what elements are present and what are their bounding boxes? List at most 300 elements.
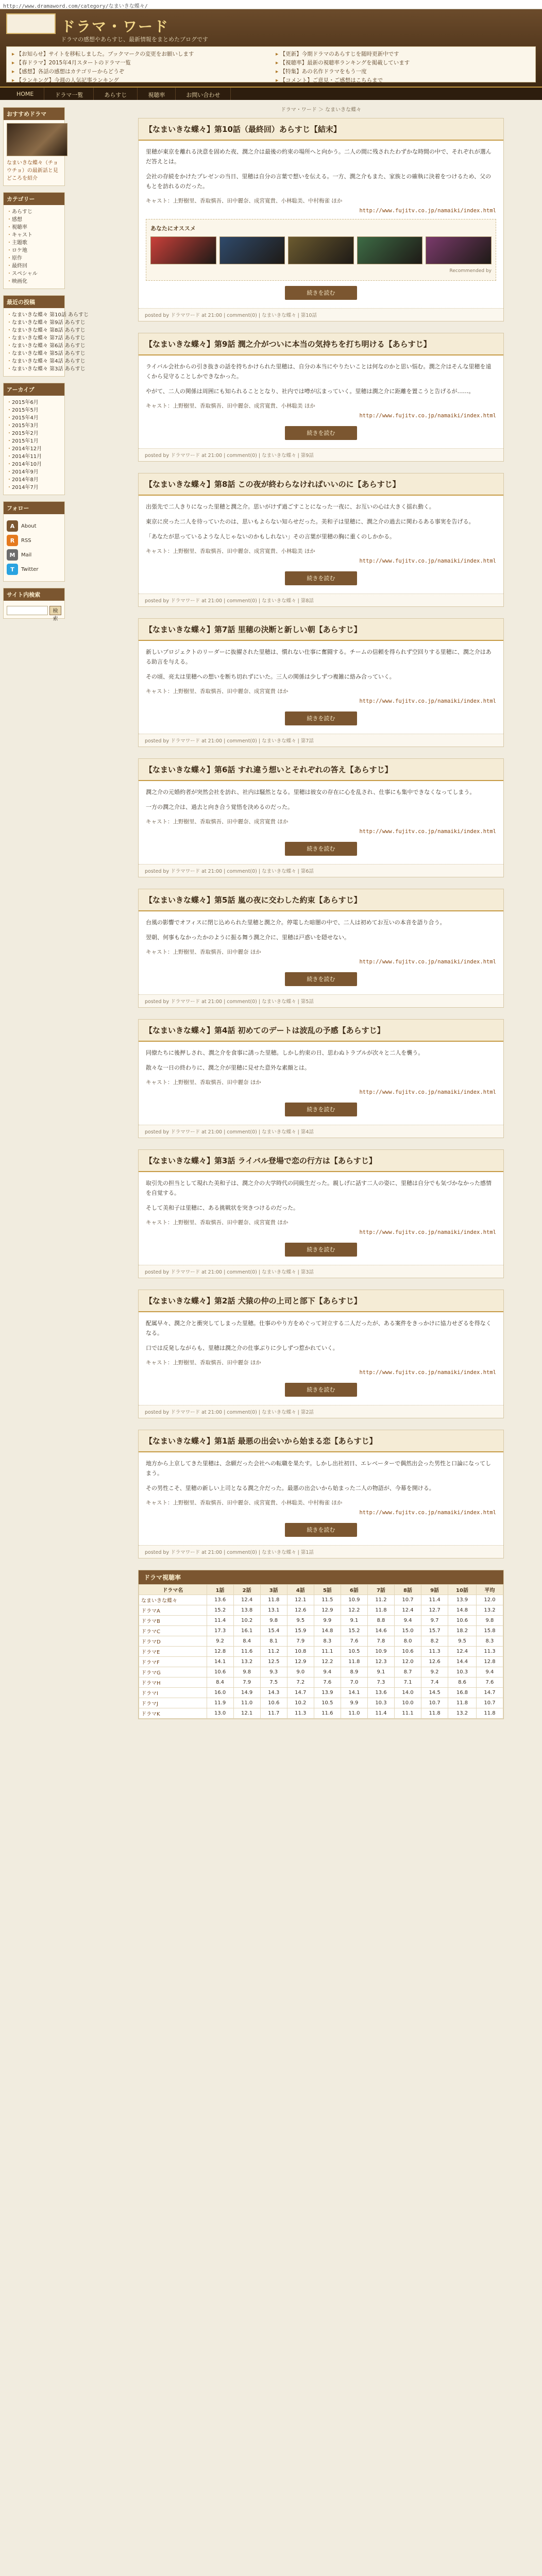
rating-value: 10.7 bbox=[421, 1698, 448, 1708]
read-more-button[interactable]: 続きを読む bbox=[285, 842, 357, 856]
rating-value: 11.8 bbox=[448, 1698, 477, 1708]
read-more-button[interactable]: 続きを読む bbox=[285, 711, 357, 725]
category-link[interactable]: ・ スペシャル bbox=[7, 270, 61, 278]
article-title[interactable]: 【なまいきな蝶々】第8話 この夜が終わらなければいいのに【あらすじ】 bbox=[139, 473, 503, 496]
rating-value: 11.1 bbox=[314, 1647, 341, 1657]
article bbox=[138, 889, 504, 1008]
feature-caption[interactable]: なまいきな蝶々（チョウチョ）の最新話と見どころを紹介 bbox=[7, 160, 58, 181]
follow-link[interactable] bbox=[7, 564, 61, 575]
recent-posts-box bbox=[3, 295, 89, 377]
site-title[interactable]: ドラマ・ワード bbox=[61, 18, 170, 35]
article-paragraph: 地方から上京してきた里穂は、念願だった会社への転職を果たす。しかし出社初日、エレベーターで偶然出会った男性と口論になってしまう。 bbox=[146, 1460, 492, 1477]
recent-post-link[interactable]: ・ なまいきな蝶々 第9話 あらすじ bbox=[7, 319, 61, 327]
rating-value: 16.0 bbox=[207, 1688, 233, 1698]
article-meta: posted by ドラマワード at 21:00 | comment(0) | なまいきな蝶々 | 第4話 bbox=[139, 1125, 503, 1138]
rating-value: 8.1 bbox=[260, 1636, 287, 1647]
recommend-thumbnail[interactable] bbox=[288, 236, 354, 264]
article-title[interactable]: 【なまいきな蝶々】第4話 初めてのデートは波乱の予感【あらすじ】 bbox=[139, 1020, 503, 1042]
rating-value: 18.2 bbox=[448, 1626, 477, 1636]
rating-value: 15.4 bbox=[260, 1626, 287, 1636]
article-paragraph: 東京に戻った二人を待っていたのは、思いもよらない知らせだった。美和子は里穂に、潤之介の過去に関わるある事実を告げる。 bbox=[146, 518, 475, 525]
rating-value: 16.1 bbox=[233, 1626, 260, 1636]
rating-value: 11.8 bbox=[341, 1657, 367, 1667]
rating-value: 9.1 bbox=[341, 1616, 367, 1626]
follow-link[interactable] bbox=[7, 549, 61, 561]
archive-link[interactable]: ・ 2015年1月 bbox=[7, 437, 61, 445]
url-text: http://www.dramaword.com/category/なまいきな蝶々/ bbox=[3, 4, 148, 9]
twitter-icon: T bbox=[7, 564, 18, 575]
read-more-button[interactable]: 続きを読む bbox=[285, 286, 357, 300]
article-official-link[interactable]: http://www.fujitv.co.jp/namaiki/index.html bbox=[359, 1369, 496, 1376]
rating-column-header: 10話 bbox=[448, 1585, 477, 1595]
notice-link[interactable]: ▸ 【お知らせ】サイトを移転しました。ブックマークの変更をお願いします bbox=[12, 50, 266, 58]
article-cast: キャスト：上野樹里、香取慎吾、田中麗奈 ほか bbox=[146, 1079, 261, 1086]
article-title[interactable]: 【なまいきな蝶々】第1話 最悪の出会いから始まる恋【あらすじ】 bbox=[139, 1430, 503, 1452]
article-body bbox=[139, 496, 503, 594]
rating-drama-name[interactable]: ドラマF bbox=[139, 1657, 207, 1667]
article-body bbox=[139, 141, 503, 308]
rating-value: 7.9 bbox=[287, 1636, 314, 1647]
rating-value: 9.0 bbox=[287, 1667, 314, 1677]
rating-value: 12.1 bbox=[287, 1595, 314, 1605]
rating-value: 12.9 bbox=[314, 1605, 341, 1616]
rating-drama-name[interactable]: ドラマD bbox=[139, 1636, 207, 1647]
rating-drama-name[interactable]: ドラマB bbox=[139, 1616, 207, 1626]
rating-value: 7.5 bbox=[260, 1677, 287, 1688]
left-sidebar bbox=[0, 103, 89, 2576]
search-input[interactable] bbox=[7, 606, 48, 615]
rating-value: 11.6 bbox=[233, 1647, 260, 1657]
rating-value: 9.2 bbox=[421, 1667, 448, 1677]
rating-value: 10.9 bbox=[341, 1595, 367, 1605]
recent-post-link[interactable]: ・ なまいきな蝶々 第5話 あらすじ bbox=[7, 350, 61, 358]
rating-value: 15.2 bbox=[207, 1605, 233, 1616]
rating-drama-name[interactable]: ドラマH bbox=[139, 1677, 207, 1688]
recent-post-link[interactable]: ・ なまいきな蝶々 第8話 あらすじ bbox=[7, 327, 61, 334]
read-more-button[interactable]: 続きを読む bbox=[285, 1103, 357, 1116]
rating-value: 9.8 bbox=[233, 1667, 260, 1677]
article-official-link[interactable]: http://www.fujitv.co.jp/namaiki/index.html bbox=[359, 208, 496, 214]
rating-value: 15.8 bbox=[476, 1626, 503, 1636]
recommend-thumbnail[interactable] bbox=[426, 236, 492, 264]
follow-link[interactable] bbox=[7, 520, 61, 532]
nav-item[interactable]: あらすじ bbox=[94, 88, 138, 100]
archive-link[interactable]: ・ 2014年11月 bbox=[7, 453, 61, 461]
ratings-table bbox=[139, 1584, 503, 1719]
rating-value: 10.3 bbox=[448, 1667, 477, 1677]
article-meta: posted by ドラマワード at 21:00 | comment(0) | なまいきな蝶々 | 第6話 bbox=[139, 864, 503, 877]
site-subtitle: ドラマの感想やあらすじ、最新情報をまとめたブログです bbox=[61, 36, 208, 43]
rating-row bbox=[139, 1605, 503, 1616]
rating-value: 15.9 bbox=[287, 1626, 314, 1636]
rating-value: 8.3 bbox=[476, 1636, 503, 1647]
article-paragraph: 台風の影響でオフィスに閉じ込められた里穂と潤之介。停電した暗闇の中で、二人は初めてお互いの本音を語り合う。 bbox=[146, 919, 446, 926]
rating-value: 8.9 bbox=[341, 1667, 367, 1677]
recent-post-link[interactable]: ・ なまいきな蝶々 第7話 あらすじ bbox=[7, 334, 61, 342]
category-link[interactable]: ・ キャスト bbox=[7, 231, 61, 239]
follow-box bbox=[3, 501, 65, 582]
rating-value: 14.0 bbox=[394, 1688, 421, 1698]
rating-value: 13.2 bbox=[448, 1708, 477, 1719]
notice-link[interactable]: ▸ 【ランキング】今週の人気記事ランキング bbox=[12, 76, 266, 84]
archive-link[interactable]: ・ 2014年10月 bbox=[7, 461, 61, 468]
rating-column-header: 7話 bbox=[367, 1585, 394, 1595]
read-more-button[interactable]: 続きを読む bbox=[285, 571, 357, 585]
article-title[interactable]: 【なまいきな蝶々】第7話 里穂の決断と新しい朝【あらすじ】 bbox=[139, 619, 503, 641]
feature-box bbox=[3, 107, 65, 186]
rating-value: 10.7 bbox=[394, 1595, 421, 1605]
rating-value: 12.0 bbox=[476, 1595, 503, 1605]
rating-value: 7.6 bbox=[314, 1677, 341, 1688]
rating-value: 14.7 bbox=[476, 1688, 503, 1698]
search-box bbox=[3, 588, 65, 622]
rating-value: 10.2 bbox=[233, 1616, 260, 1626]
rating-value: 14.7 bbox=[287, 1688, 314, 1698]
rating-drama-name[interactable]: ドラマG bbox=[139, 1667, 207, 1677]
article-official-link[interactable]: http://www.fujitv.co.jp/namaiki/index.html bbox=[359, 698, 496, 704]
rating-value: 14.3 bbox=[260, 1688, 287, 1698]
archive-link[interactable]: ・ 2015年6月 bbox=[7, 399, 61, 406]
article-official-link[interactable]: http://www.fujitv.co.jp/namaiki/index.html bbox=[359, 558, 496, 564]
rating-value: 10.6 bbox=[207, 1667, 233, 1677]
article-title[interactable]: 【なまいきな蝶々】第6話 すれ違う想いとそれぞれの答え【あらすじ】 bbox=[139, 759, 503, 781]
read-more-button[interactable]: 続きを読む bbox=[285, 426, 357, 440]
rating-value: 7.6 bbox=[476, 1677, 503, 1688]
article bbox=[138, 118, 504, 321]
site-header bbox=[0, 9, 542, 87]
article-paragraph: その頃、亮太は里穂への想いを断ち切れずにいた。三人の関係は少しずつ複雑に絡み合っていく。 bbox=[146, 673, 395, 680]
rating-value: 15.7 bbox=[421, 1626, 448, 1636]
archive-link[interactable]: ・ 2015年2月 bbox=[7, 430, 61, 437]
rating-value: 13.2 bbox=[233, 1657, 260, 1667]
rating-value: 11.8 bbox=[260, 1595, 287, 1605]
rating-value: 10.6 bbox=[394, 1647, 421, 1657]
read-more-button[interactable]: 続きを読む bbox=[285, 1523, 357, 1537]
notice-link[interactable]: ▸ 【特集】あの名作ドラマをもう一度 bbox=[276, 67, 530, 75]
category-link[interactable]: ・ 映画化 bbox=[7, 278, 61, 285]
article-paragraph: 潤之介の元婚約者が突然会社を訪れ、社内は騒然となる。里穂は彼女の存在に心を乱され、仕事にも集中できなくなってしまう。 bbox=[146, 789, 476, 795]
rating-column-header: 9話 bbox=[421, 1585, 448, 1595]
rating-value: 11.2 bbox=[367, 1595, 394, 1605]
article-paragraph: 出張先で二人きりになった里穂と潤之介。思いがけず過ごすことになった一夜に、お互いの心は大きく揺れ動く。 bbox=[146, 503, 435, 510]
article-body bbox=[139, 1312, 503, 1405]
rating-value: 9.5 bbox=[448, 1636, 477, 1647]
article bbox=[138, 758, 504, 877]
archive-heading: アーカイブ bbox=[4, 383, 64, 396]
rating-value: 12.0 bbox=[394, 1657, 421, 1667]
rating-value: 13.6 bbox=[207, 1595, 233, 1605]
rating-value: 12.8 bbox=[476, 1657, 503, 1667]
recommend-row bbox=[150, 236, 492, 264]
rating-value: 9.1 bbox=[367, 1667, 394, 1677]
rating-value: 13.8 bbox=[233, 1605, 260, 1616]
article-official-link[interactable]: http://www.fujitv.co.jp/namaiki/index.html bbox=[359, 1510, 496, 1516]
article-meta: posted by ドラマワード at 21:00 | comment(0) | なまいきな蝶々 | 第1話 bbox=[139, 1545, 503, 1558]
category-link[interactable]: ・ あらすじ bbox=[7, 208, 61, 216]
rating-value: 10.5 bbox=[314, 1698, 341, 1708]
categories-box bbox=[3, 192, 65, 289]
article-meta: posted by ドラマワード at 21:00 | comment(0) | なまいきな蝶々 | 第2話 bbox=[139, 1405, 503, 1418]
article-official-link[interactable]: http://www.fujitv.co.jp/namaiki/index.html bbox=[359, 1229, 496, 1235]
rating-value: 11.8 bbox=[367, 1605, 394, 1616]
rating-value: 14.8 bbox=[314, 1626, 341, 1636]
rating-value: 10.7 bbox=[476, 1698, 503, 1708]
rating-value: 11.7 bbox=[260, 1708, 287, 1719]
category-link[interactable]: ・ 視聴率 bbox=[7, 224, 61, 231]
notice-link[interactable]: ▸ 【感想】各話の感想はカテゴリーからどうぞ bbox=[12, 67, 266, 75]
recent-post-link[interactable]: ・ なまいきな蝶々 第3話 あらすじ bbox=[7, 365, 61, 373]
category-link[interactable]: ・ ロケ地 bbox=[7, 247, 61, 255]
rating-value: 12.4 bbox=[448, 1647, 477, 1657]
rating-column-header: 4話 bbox=[287, 1585, 314, 1595]
rating-value: 9.3 bbox=[260, 1667, 287, 1677]
article-paragraph: やがて、二人の関係は周囲にも知られることとなり、社内では噂が広まっていく。里穂は潤之介に距離を置こうと告げるが……。 bbox=[146, 388, 475, 395]
article-paragraph: 同僚たちに後押しされ、潤之介を食事に誘った里穂。しかし約束の日、思わぬトラブルが次々と二人を襲う。 bbox=[146, 1049, 424, 1056]
rating-value: 9.5 bbox=[287, 1616, 314, 1626]
rating-value: 12.6 bbox=[287, 1605, 314, 1616]
article bbox=[138, 1290, 504, 1418]
rating-value: 11.4 bbox=[367, 1708, 394, 1719]
read-more-button[interactable]: 続きを読む bbox=[285, 972, 357, 986]
rating-drama-name[interactable]: ドラマI bbox=[139, 1688, 207, 1698]
article-paragraph: そして美和子は里穂に、ある挑戦状を突きつけるのだった。 bbox=[146, 1205, 299, 1211]
article-body bbox=[139, 641, 503, 734]
rating-value: 12.4 bbox=[233, 1595, 260, 1605]
notice-link[interactable]: ▸ 【視聴率】最新の視聴率ランキングを掲載しています bbox=[276, 59, 530, 66]
article-paragraph: 散々な一日の終わりに、潤之介が里穂に見せた意外な素顔とは。 bbox=[146, 1064, 310, 1071]
ratings-heading: ドラマ視聴率 bbox=[139, 1570, 503, 1584]
article-cast: キャスト：上野樹里、香取慎吾、田中麗奈 ほか bbox=[146, 949, 261, 955]
article-official-link[interactable]: http://www.fujitv.co.jp/namaiki/index.html bbox=[359, 1089, 496, 1095]
rating-value: 10.0 bbox=[394, 1698, 421, 1708]
rating-drama-name[interactable]: ドラマC bbox=[139, 1626, 207, 1636]
recommend-thumbnail[interactable] bbox=[150, 236, 216, 264]
article bbox=[138, 618, 504, 747]
rating-row bbox=[139, 1708, 503, 1719]
rating-value: 14.1 bbox=[207, 1657, 233, 1667]
rss-icon: R bbox=[7, 535, 18, 546]
rating-value: 12.6 bbox=[421, 1657, 448, 1667]
recommend-credit: Recommended by bbox=[449, 268, 492, 274]
rating-value: 8.4 bbox=[207, 1677, 233, 1688]
follow-label: Twitter bbox=[21, 566, 39, 572]
rating-value: 9.7 bbox=[421, 1616, 448, 1626]
article-paragraph: 会社の存続をかけたプレゼンの当日、里穂は自分の言葉で想いを伝える。一方、潤之介もまた、家族との確執に決着をつけるため、父のもとを訪れるのだった。 bbox=[146, 173, 492, 190]
rating-value: 12.3 bbox=[367, 1657, 394, 1667]
rating-value: 10.6 bbox=[448, 1616, 477, 1626]
article-cast: キャスト：上野樹里、香取慎吾、田中麗奈、成宮寛貴、小林聡美、中村梅雀 ほか bbox=[146, 198, 343, 204]
article-paragraph: 取引先の担当として現れた美和子は、潤之介の大学時代の同級生だった。親しげに話す二人の姿に、里穂は自分でも気づかなかった感情を自覚する。 bbox=[146, 1180, 492, 1196]
article-cast: キャスト：上野樹里、香取慎吾、田中麗奈、成宮寛貴 ほか bbox=[146, 819, 289, 825]
rating-value: 10.3 bbox=[367, 1698, 394, 1708]
category-link[interactable]: ・ 最終回 bbox=[7, 262, 61, 270]
recommend-box bbox=[146, 219, 496, 281]
rating-row bbox=[139, 1688, 503, 1698]
rating-value: 14.4 bbox=[448, 1657, 477, 1667]
global-nav bbox=[0, 87, 542, 100]
article-paragraph: 翌朝、何事もなかったかのように振る舞う潤之介に、里穂は戸惑いを隠せない。 bbox=[146, 934, 350, 941]
nav-item[interactable]: ドラマ一覧 bbox=[44, 88, 94, 100]
article-body bbox=[139, 355, 503, 448]
archive-link[interactable]: ・ 2015年3月 bbox=[7, 422, 61, 430]
archive-link[interactable]: ・ 2014年8月 bbox=[7, 476, 61, 484]
rating-value: 14.6 bbox=[367, 1626, 394, 1636]
rating-value: 11.3 bbox=[421, 1647, 448, 1657]
article-title[interactable]: 【なまいきな蝶々】第10話（最終回）あらすじ【結末】 bbox=[139, 118, 503, 141]
rating-value: 9.9 bbox=[314, 1616, 341, 1626]
article-cast: キャスト：上野樹里、香取慎吾、田中麗奈、成宮寛貴、小林聡美、中村梅雀 ほか bbox=[146, 1500, 343, 1506]
article-official-link[interactable]: http://www.fujitv.co.jp/namaiki/index.html bbox=[359, 959, 496, 965]
rating-value: 11.6 bbox=[314, 1708, 341, 1719]
rating-value: 10.9 bbox=[367, 1647, 394, 1657]
rating-drama-name[interactable]: なまいきな蝶々 bbox=[139, 1595, 207, 1605]
recent-post-link[interactable]: ・ なまいきな蝶々 第4話 あらすじ bbox=[7, 358, 61, 365]
rating-value: 9.4 bbox=[476, 1667, 503, 1677]
article-paragraph: 配属早々、潤之介と衝突してしまった里穂。仕事のやり方をめぐって対立する二人だったが、ある案件をきっかけに協力せざるを得なくなる。 bbox=[146, 1320, 492, 1336]
nav-item[interactable]: 視聴率 bbox=[138, 88, 176, 100]
rating-value: 9.2 bbox=[207, 1636, 233, 1647]
rating-column-header: 平均 bbox=[476, 1585, 503, 1595]
rating-value: 15.0 bbox=[394, 1626, 421, 1636]
rating-value: 7.3 bbox=[367, 1677, 394, 1688]
article-body bbox=[139, 1172, 503, 1265]
rating-drama-name[interactable]: ドラマE bbox=[139, 1647, 207, 1657]
follow-heading: フォロー bbox=[4, 502, 64, 514]
rating-value: 12.1 bbox=[233, 1708, 260, 1719]
article-official-link[interactable]: http://www.fujitv.co.jp/namaiki/index.html bbox=[359, 413, 496, 419]
breadcrumb[interactable]: ドラマ・ワード ＞ なまいきな蝶々 bbox=[280, 107, 362, 113]
rating-row bbox=[139, 1626, 503, 1636]
archive-link[interactable]: ・ 2014年9月 bbox=[7, 468, 61, 476]
archive-box bbox=[3, 383, 65, 495]
article-title[interactable]: 【なまいきな蝶々】第2話 犬猿の仲の上司と部下【あらすじ】 bbox=[139, 1290, 503, 1312]
rating-row bbox=[139, 1657, 503, 1667]
recent-heading: 最近の投稿 bbox=[4, 296, 64, 308]
rating-column-header: 3話 bbox=[260, 1585, 287, 1595]
archive-link[interactable]: ・ 2015年5月 bbox=[7, 406, 61, 414]
follow-link[interactable] bbox=[7, 535, 61, 546]
rating-value: 11.1 bbox=[394, 1708, 421, 1719]
rating-value: 8.0 bbox=[394, 1636, 421, 1647]
article-title[interactable]: 【なまいきな蝶々】第3話 ライバル登場で恋の行方は【あらすじ】 bbox=[139, 1150, 503, 1172]
rating-value: 11.0 bbox=[233, 1698, 260, 1708]
rating-drama-name[interactable]: ドラマK bbox=[139, 1708, 207, 1719]
rating-value: 13.6 bbox=[367, 1688, 394, 1698]
article bbox=[138, 1430, 504, 1558]
nav-item[interactable]: HOME bbox=[6, 88, 44, 100]
article bbox=[138, 473, 504, 607]
rating-value: 11.3 bbox=[476, 1647, 503, 1657]
article-paragraph: 里穂が東京を離れる決意を固めた夜、潤之介は最後の約束の場所へと向かう。二人の間に残されたわずかな時間の中で、それぞれが選んだ答えとは。 bbox=[146, 148, 492, 165]
article-title[interactable]: 【なまいきな蝶々】第5話 嵐の夜に交わした約束【あらすじ】 bbox=[139, 889, 503, 911]
article-official-link[interactable]: http://www.fujitv.co.jp/namaiki/index.html bbox=[359, 828, 496, 835]
rating-value: 11.8 bbox=[421, 1708, 448, 1719]
rating-value: 9.9 bbox=[341, 1698, 367, 1708]
rating-value: 8.7 bbox=[394, 1667, 421, 1677]
rating-value: 8.2 bbox=[421, 1636, 448, 1647]
rating-value: 12.2 bbox=[341, 1605, 367, 1616]
archive-link[interactable]: ・ 2014年12月 bbox=[7, 445, 61, 453]
rating-value: 16.8 bbox=[448, 1688, 477, 1698]
category-link[interactable]: ・ 主題歌 bbox=[7, 239, 61, 247]
rating-value: 7.4 bbox=[421, 1677, 448, 1688]
article-meta: posted by ドラマワード at 21:00 | comment(0) | なまいきな蝶々 | 第8話 bbox=[139, 594, 503, 606]
search-button[interactable]: 検索 bbox=[49, 606, 61, 615]
recommend-thumbnail[interactable] bbox=[219, 236, 285, 264]
rating-value: 14.8 bbox=[448, 1605, 477, 1616]
rating-column-header: 6話 bbox=[341, 1585, 367, 1595]
rating-value: 13.9 bbox=[314, 1688, 341, 1698]
notice-link[interactable]: ▸ 【更新】今期ドラマのあらすじを随時更新中です bbox=[276, 50, 530, 58]
rating-value: 14.5 bbox=[421, 1688, 448, 1698]
nav-item[interactable]: お問い合わせ bbox=[176, 88, 231, 100]
rating-value: 11.4 bbox=[207, 1616, 233, 1626]
rating-value: 15.2 bbox=[341, 1626, 367, 1636]
ratings-box bbox=[138, 1570, 504, 1719]
rating-value: 7.9 bbox=[233, 1677, 260, 1688]
feature-thumbnail[interactable] bbox=[7, 123, 67, 156]
category-link[interactable]: ・ 原作 bbox=[7, 255, 61, 262]
article-paragraph: 口では反発しながらも、里穂は潤之介の仕事ぶりに少しずつ惹かれていく。 bbox=[146, 1345, 338, 1351]
notice-link[interactable]: ▸ 【コメント】ご意見・ご感想はこちらまで bbox=[276, 76, 530, 84]
recommend-thumbnail[interactable] bbox=[357, 236, 423, 264]
recent-post-link[interactable]: ・ なまいきな蝶々 第10話 あらすじ bbox=[7, 311, 61, 319]
rating-value: 8.8 bbox=[367, 1616, 394, 1626]
recommend-heading: あなたにオススメ bbox=[150, 225, 196, 232]
rating-value: 10.5 bbox=[341, 1647, 367, 1657]
rating-value: 10.2 bbox=[287, 1698, 314, 1708]
rating-value: 9.8 bbox=[476, 1616, 503, 1626]
article-paragraph: ライバル会社からの引き抜きの話を持ちかけられた里穂は、自分の本当にやりたいことは何なのかと思い悩む。潤之介はそんな里穂を遠くから見守ることしかできなかった。 bbox=[146, 363, 492, 380]
rating-drama-name[interactable]: ドラマA bbox=[139, 1605, 207, 1616]
rating-value: 11.9 bbox=[207, 1698, 233, 1708]
archive-link[interactable]: ・ 2014年7月 bbox=[7, 484, 61, 492]
rating-row bbox=[139, 1647, 503, 1657]
browser-url-bar[interactable] bbox=[0, 0, 542, 9]
rating-value: 10.8 bbox=[287, 1647, 314, 1657]
rating-value: 8.6 bbox=[448, 1677, 477, 1688]
article-paragraph: 新しいプロジェクトのリーダーに抜擢された里穂は、慣れない仕事に奮闘する。チームの信頼を得られず空回りする里穂に、潤之介はある助言を与える。 bbox=[146, 649, 492, 665]
article-meta: posted by ドラマワード at 21:00 | comment(0) | なまいきな蝶々 | 第5話 bbox=[139, 994, 503, 1007]
recent-post-link[interactable]: ・ なまいきな蝶々 第6話 あらすじ bbox=[7, 342, 61, 350]
rating-value: 12.7 bbox=[421, 1605, 448, 1616]
article bbox=[138, 333, 504, 462]
rating-row bbox=[139, 1595, 503, 1605]
rating-value: 11.3 bbox=[287, 1708, 314, 1719]
rating-value: 12.9 bbox=[287, 1657, 314, 1667]
rating-drama-name[interactable]: ドラマJ bbox=[139, 1698, 207, 1708]
categories-heading: カテゴリー bbox=[4, 193, 64, 205]
rating-value: 12.5 bbox=[260, 1657, 287, 1667]
article-paragraph: 「あなたが思っているような人じゃないのかもしれない」その言葉が里穂の胸に重くのしかかる。 bbox=[146, 533, 395, 540]
notice-link[interactable]: ▸ 【春ドラマ】2015年4月スタートのドラマ一覧 bbox=[12, 59, 266, 66]
rating-value: 7.6 bbox=[341, 1636, 367, 1647]
rating-value: 11.4 bbox=[421, 1595, 448, 1605]
rating-row bbox=[139, 1616, 503, 1626]
rating-value: 12.4 bbox=[394, 1605, 421, 1616]
rating-value: 10.6 bbox=[260, 1698, 287, 1708]
rating-column-header: 8話 bbox=[394, 1585, 421, 1595]
rating-value: 8.3 bbox=[314, 1636, 341, 1647]
category-link[interactable]: ・ 感想 bbox=[7, 216, 61, 224]
mail-icon: M bbox=[7, 549, 18, 561]
read-more-button[interactable]: 続きを読む bbox=[285, 1243, 357, 1257]
read-more-button[interactable]: 続きを読む bbox=[285, 1383, 357, 1397]
rating-column-header: 2話 bbox=[233, 1585, 260, 1595]
article-title[interactable]: 【なまいきな蝶々】第9話 潤之介がついに本当の気持ちを打ち明ける【あらすじ】 bbox=[139, 333, 503, 355]
archive-link[interactable]: ・ 2015年4月 bbox=[7, 414, 61, 422]
site-logo[interactable] bbox=[6, 13, 56, 34]
